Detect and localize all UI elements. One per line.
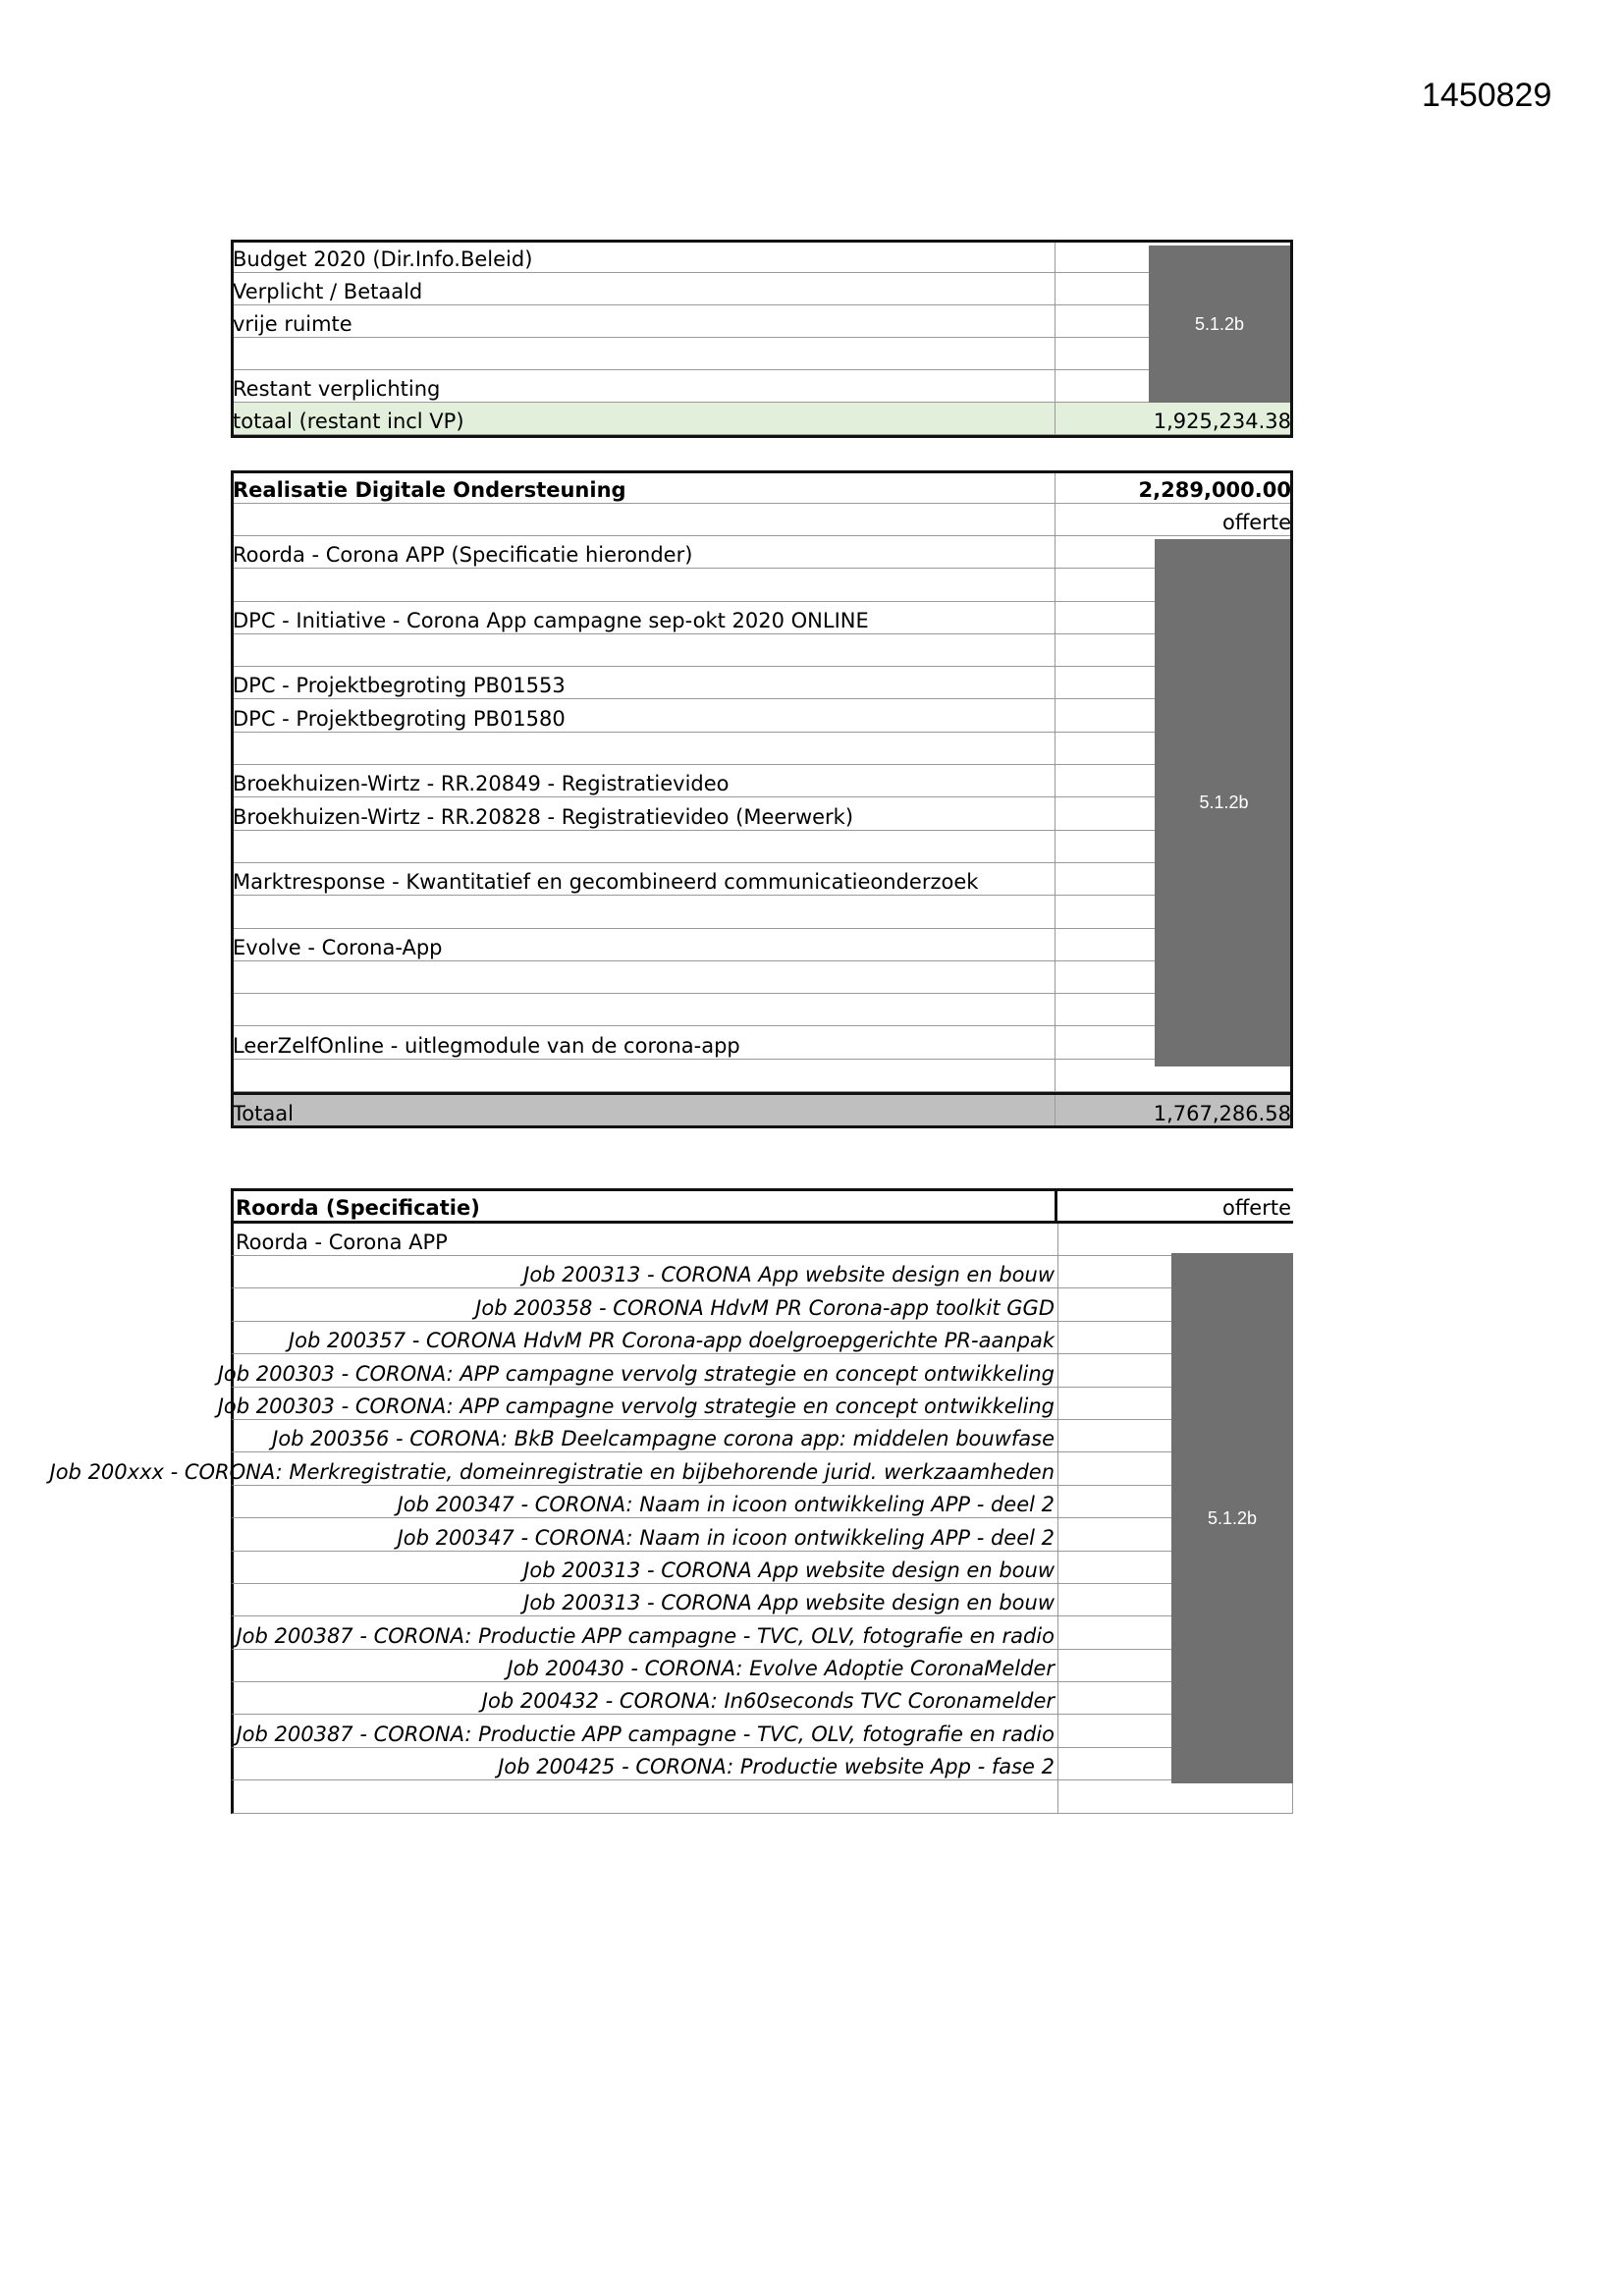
row-label: Roorda - Corona APP (Specificatie hieronder) (233, 543, 693, 568)
table-row (231, 602, 1293, 634)
row-label: LeerZelfOnline - uitlegmodule van de corona-app (233, 1033, 740, 1058)
redaction-code: 5.1.2b (1199, 793, 1249, 812)
table-row (231, 1552, 1293, 1584)
table-row (231, 1616, 1293, 1649)
total-row (231, 403, 1293, 435)
job-label: Job 200357 - CORONA HdvM PR Corona-app doelgroepgerichte PR-aanpak (288, 1329, 1055, 1353)
table-row (231, 1780, 1293, 1813)
table-row (231, 1026, 1293, 1059)
table-row (231, 863, 1293, 896)
table-title-value: offerte (1221, 1196, 1291, 1220)
column-header: offerte (1221, 511, 1291, 534)
redaction-box (1155, 539, 1293, 1066)
table-row (231, 1584, 1293, 1616)
table-row (231, 536, 1293, 569)
document-number: 1450829 (1422, 77, 1552, 114)
table-row (231, 1486, 1293, 1518)
table-subheader-row (231, 1224, 1293, 1256)
table-row (231, 240, 1293, 273)
table-title-value: 2,289,000.00 (1138, 478, 1291, 502)
job-label: Job 200313 - CORONA App website design en bouw (523, 1558, 1055, 1582)
budget-table (231, 240, 1293, 435)
total-value: 1,767,286.58 (1153, 1102, 1291, 1126)
roorda-rows (49, 1256, 1293, 1814)
table-row (231, 831, 1293, 863)
table-row (231, 1420, 1293, 1452)
table-row (231, 1748, 1293, 1780)
table-row (231, 1288, 1293, 1321)
subheader-label: Roorda - Corona APP (236, 1230, 448, 1254)
realisatie-table (231, 470, 1293, 1126)
row-label: DPC - Projektbegroting PB01553 (233, 674, 566, 698)
job-label: Job 200425 - CORONA: Productie website App - fase 2 (498, 1755, 1055, 1779)
table-row (231, 929, 1293, 961)
job-label: Job 200347 - CORONA: Naam in icoon ontwikkeling APP - deel 2 (397, 1525, 1055, 1550)
table-row (231, 765, 1293, 797)
table-title: Roorda (Specificatie) (236, 1196, 480, 1220)
job-label: Job 200347 - CORONA: Naam in icoon ontwikkeling APP - deel 2 (397, 1493, 1055, 1517)
table-row (231, 797, 1293, 830)
redaction-code: 5.1.2b (1207, 1507, 1258, 1528)
total-label: Totaal (233, 1102, 294, 1126)
table-row (231, 569, 1293, 601)
redaction-box (1149, 246, 1290, 403)
table-row (231, 896, 1293, 928)
table-row (231, 1650, 1293, 1682)
table-row (231, 1715, 1293, 1747)
job-label: Job 200303 - CORONA: APP campagne vervolg strategie en concept ontwikkeling (217, 1361, 1055, 1386)
table-row (231, 667, 1293, 699)
job-label: Job 200356 - CORONA: BkB Deelcampagne corona app: middelen bouwfase (272, 1427, 1055, 1451)
table-row (231, 699, 1293, 732)
realisatie-rows (231, 536, 1293, 1092)
job-label: Job 200387 - CORONA: Productie APP campagne - TVC, OLV, fotografie en radio (236, 1623, 1055, 1648)
row-label: DPC - Initiative - Corona App campagne sep-okt 2020 ONLINE (233, 608, 869, 632)
table-row (231, 1322, 1293, 1354)
redaction-code: 5.1.2b (1194, 313, 1245, 334)
total-label: totaal (restant incl VP) (233, 410, 464, 433)
redaction-box (1171, 1253, 1293, 1783)
roorda-table (49, 1188, 1293, 1814)
total-value: 1,925,234.38 (1153, 410, 1291, 433)
row-label: Marktresponse - Kwantitatief en gecombineerd communicatieonderzoek (233, 870, 979, 895)
table-row (231, 1518, 1293, 1551)
table-row (217, 1388, 1293, 1420)
job-label: Job 200313 - CORONA App website design en bouw (523, 1591, 1055, 1615)
job-label: Job 200313 - CORONA App website design en bouw (523, 1263, 1055, 1287)
job-label: Job 200430 - CORONA: Evolve Adoptie CoronaMelder (507, 1657, 1055, 1681)
job-label: Job 200xxx - CORONA: Merkregistratie, domeinregistratie en bijbehorende jurid. werkzaamheden (49, 1459, 1055, 1484)
table-row (49, 1452, 1293, 1485)
job-label: Job 200432 - CORONA: In60seconds TVC Coronamelder (481, 1689, 1055, 1714)
row-label: Verplicht / Betaald (233, 280, 423, 303)
table-row (231, 1060, 1293, 1092)
row-label: vrije ruimte (233, 312, 352, 336)
table-row (231, 1682, 1293, 1715)
total-row (231, 1092, 1293, 1126)
table-row (231, 961, 1293, 994)
table-subheader-row (231, 504, 1293, 536)
job-label: Job 200387 - CORONA: Productie APP campagne - TVC, OLV, fotografie en radio (236, 1722, 1055, 1746)
table-header-row (231, 470, 1293, 504)
row-label: Broekhuizen-Wirtz - RR.20828 - Registratievideo (Meerwerk) (233, 804, 854, 829)
job-label: Job 200303 - CORONA: APP campagne vervolg strategie en concept ontwikkeling (217, 1394, 1055, 1418)
table-header-row (231, 1188, 1293, 1224)
row-label: Budget 2020 (Dir.Info.Beleid) (233, 247, 533, 271)
table-row (217, 1354, 1293, 1387)
table-row (231, 370, 1293, 403)
table-row (231, 338, 1293, 370)
row-label: Broekhuizen-Wirtz - RR.20849 - Registratievideo (233, 772, 730, 796)
job-label: Job 200358 - CORONA HdvM PR Corona-app toolkit GGD (475, 1295, 1055, 1320)
table-row (231, 994, 1293, 1026)
table-row (231, 305, 1293, 338)
row-label: DPC - Projektbegroting PB01580 (233, 706, 566, 731)
table-title: Realisatie Digitale Ondersteuning (233, 478, 626, 502)
table-row (231, 273, 1293, 305)
table-row (231, 733, 1293, 765)
row-label: Evolve - Corona-App (233, 935, 443, 959)
table-row (231, 1256, 1293, 1288)
table-row (231, 634, 1293, 667)
row-label: Restant verplichting (233, 377, 441, 401)
